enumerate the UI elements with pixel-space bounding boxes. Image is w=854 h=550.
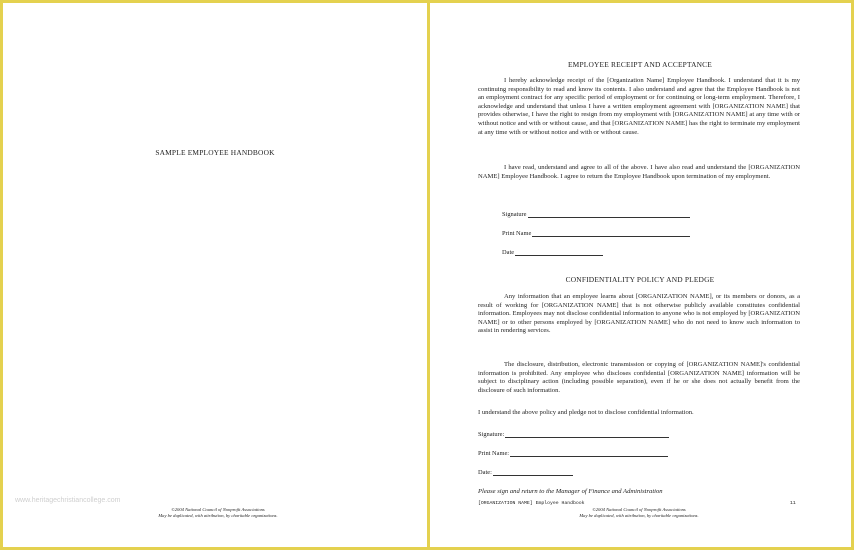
- footer-org-name: [ORGANIZATION NAME] Employee Handbook: [478, 501, 585, 506]
- receipt-printname-label: Print Name: [502, 230, 532, 237]
- left-footer-license: May be duplicated, with attribution, by charitable organizations.: [158, 513, 278, 519]
- conf-printname-row[interactable]: [478, 449, 668, 457]
- conf-signature-label: Signature:: [478, 431, 505, 438]
- receipt-date-label: Date: [502, 249, 515, 256]
- confidentiality-paragraph-2: The disclosure, distribution, electronic transmission or copying of [ORGANIZATION NAME]'s confidential information is prohibited. Any employee who discloses confidential [ORGANIZATION NAME] information will be subject to disciplinary action (including possible separation), even if he or she does not actually benefit from the disclosure of such information.: [478, 361, 800, 394]
- receipt-paragraph-1: I hereby acknowledge receipt of the [Organization Name] Employee Handbook. I understand that it is my continuing responsibility to read and know its contents. I also understand and agree that the Employee Handbook is not an employment contract for any specific period of employment or for continuing or long-term employment. Therefore, I acknowledge and understand that unless I have a written employment agreement with [ORGANIZATION NAME] that provides otherwise, I have the right to resign from my employment with [ORGANIZATION NAME] at any time with or without notice and with or without cause, and that [ORGANIZATION NAME] has the right to terminate my employment at any time with or without notice and with or without cause.: [478, 77, 800, 136]
- receipt-paragraph-2: I have read, understand and agree to all of the above. I have also read and understand the [ORGANIZATION NAME] Employee Handbook. I agree to return the Employee Handbook upon termination of my employment.: [478, 164, 800, 180]
- left-footer-copyright: ©2004 National Council of Nonprofit Associations: [171, 507, 265, 512]
- footer-page-number: 11: [790, 501, 796, 506]
- conf-date-line[interactable]: [493, 468, 573, 476]
- receipt-printname-row[interactable]: [502, 229, 690, 237]
- receipt-title: EMPLOYEE RECEIPT AND ACCEPTANCE: [567, 60, 713, 69]
- receipt-printname-line[interactable]: [532, 229, 690, 237]
- right-page: [430, 3, 851, 547]
- conf-date-row[interactable]: [478, 468, 573, 476]
- receipt-signature-line[interactable]: [528, 210, 690, 218]
- confidentiality-paragraph-1: Any information that an employee learns about [ORGANIZATION NAME], or its members or donors, as a result of working for [ORGANIZATION NAME] that is not otherwise publicly available constitutes confidential information. Employees may not disclose confidential information to anyone who is not employed by [ORGANIZATION NAME] or to other persons employed by [ORGANIZATION NAME] who do not need to know such information to assist in rendering services.: [478, 293, 800, 335]
- right-footer-license: May be duplicated, with attribution, by charitable organizations.: [579, 513, 699, 519]
- receipt-signature-row[interactable]: [502, 210, 690, 218]
- receipt-signature-label: Signature: [502, 211, 527, 218]
- conf-signature-row[interactable]: [478, 430, 669, 438]
- right-footer: [478, 507, 800, 520]
- conf-signature-line[interactable]: [505, 430, 669, 438]
- return-note: Please sign and return to the Manager of Finance and Administration: [478, 488, 663, 495]
- conf-printname-label: Print Name:: [478, 450, 510, 457]
- watermark-text: www.heritagechristiancollege.com: [15, 497, 121, 504]
- right-footer-copyright: ©2004 National Council of Nonprofit Associations: [592, 507, 686, 512]
- confidentiality-title: CONFIDENTIALITY POLICY AND PLEDGE: [565, 275, 715, 284]
- confidentiality-pledge: I understand the above policy and pledge not to disclose confidential information.: [478, 409, 694, 416]
- conf-date-label: Date:: [478, 469, 492, 476]
- conf-printname-line[interactable]: [510, 449, 668, 457]
- left-footer: [103, 507, 333, 520]
- receipt-date-line[interactable]: [515, 248, 603, 256]
- left-page: [3, 3, 427, 547]
- receipt-date-row[interactable]: [502, 248, 603, 256]
- handbook-title: SAMPLE EMPLOYEE HANDBOOK: [155, 148, 275, 157]
